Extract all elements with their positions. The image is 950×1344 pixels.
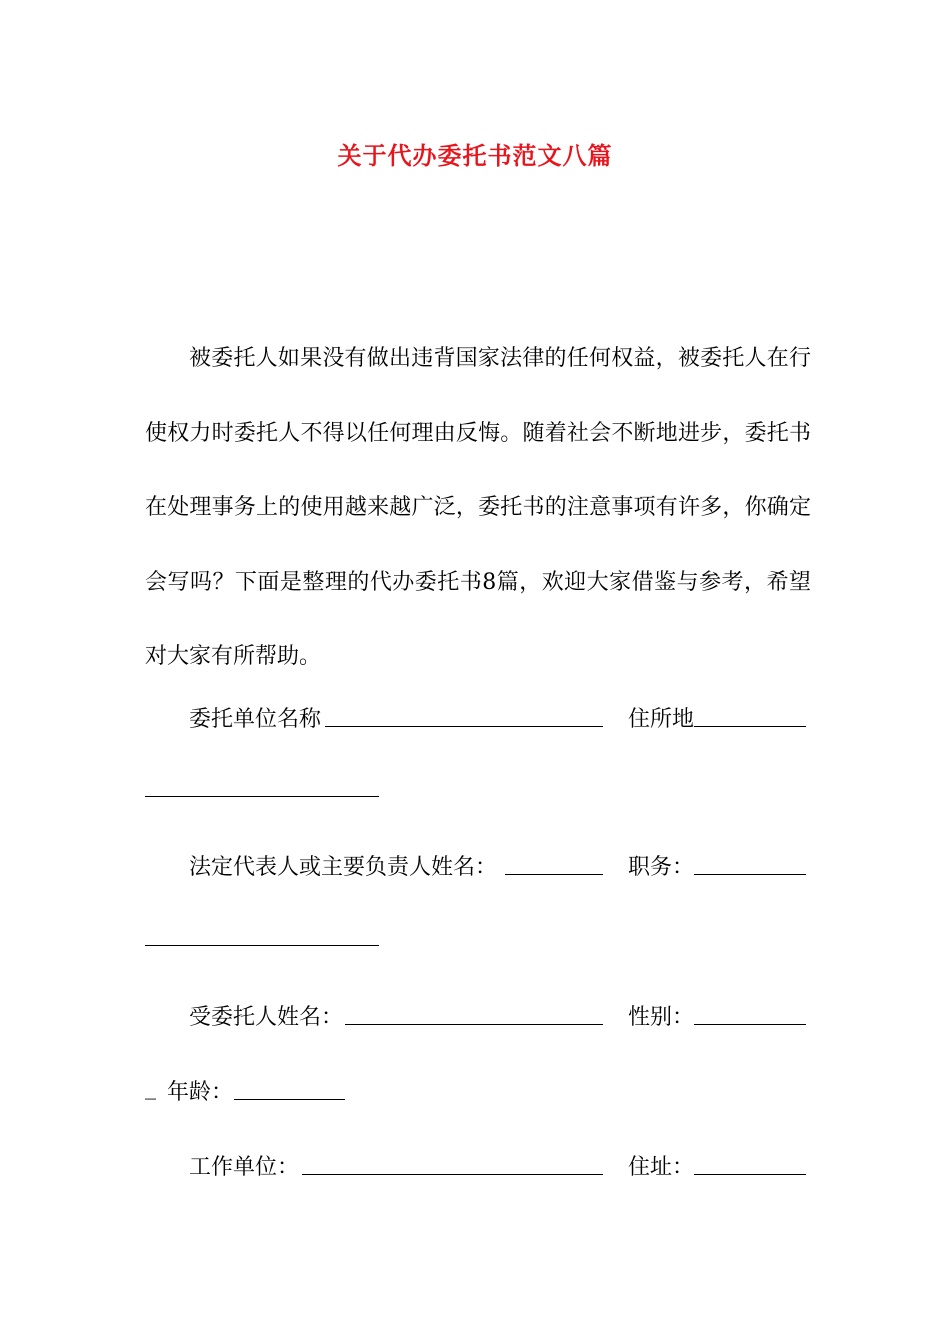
intro-paragraph: 被委托人如果没有做出违背国家法律的任何权益，被委托人在行使权力时委托人不得以任何理由反悔。随着社会不断地进步，委托书在处理事务上的使用越来越广泛，委托书的注意事项有许多，你确定会写吗？下面是整理的代办委托书8篇，欢迎大家借鉴与参考，希望对大家有所帮助。 (145, 346, 811, 669)
residence-label: 住址： (628, 1155, 695, 1180)
form-row-agent (145, 1000, 811, 1030)
work-unit-label: 工作单位： (189, 1155, 300, 1180)
form-row-legal-rep (145, 850, 811, 880)
form-row-address-cont (145, 796, 811, 800)
residence-blank[interactable] (694, 1174, 806, 1175)
unit-name-label: 委托单位名称 (189, 707, 322, 732)
address-blank[interactable] (694, 726, 806, 727)
age-blank[interactable] (234, 1099, 345, 1100)
form-row-work-unit (145, 1150, 811, 1180)
form-row-unit (145, 702, 811, 732)
legal-rep-label: 法定代表人或主要负责人姓名： (189, 855, 498, 880)
form-row-position-cont (145, 945, 811, 949)
gender-blank[interactable] (694, 1024, 806, 1025)
document-title: 关于代办委托书范文八篇 (337, 141, 613, 170)
position-blank-continued[interactable] (145, 945, 379, 946)
work-unit-blank[interactable] (302, 1174, 603, 1175)
address-label: 住所地 (628, 707, 695, 732)
gender-label: 性别： (628, 1005, 695, 1030)
position-label: 职务： (628, 855, 695, 880)
legal-rep-blank[interactable] (505, 874, 603, 875)
unit-name-blank[interactable] (325, 726, 603, 727)
gender-blank-tail: _ (145, 1075, 156, 1100)
age-label: 年龄： (167, 1080, 234, 1105)
agent-name-label: 受委托人姓名： (189, 1005, 344, 1030)
address-blank-continued[interactable] (145, 796, 379, 797)
position-blank[interactable] (694, 874, 806, 875)
agent-name-blank[interactable] (345, 1024, 603, 1025)
form-row-age (145, 1075, 811, 1105)
